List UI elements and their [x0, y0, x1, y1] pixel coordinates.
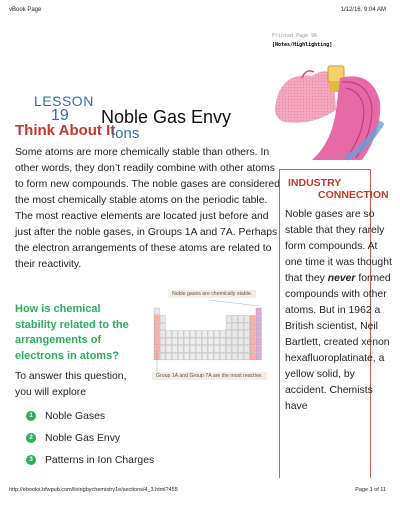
industry-connection-sidebar [279, 169, 392, 478]
periodic-table-cell [250, 346, 255, 353]
periodic-table-cell [208, 331, 213, 338]
periodic-table-cell [160, 316, 165, 323]
print-header [0, 0, 400, 20]
periodic-table-cell [214, 346, 219, 353]
number-badge-icon: 2 [26, 433, 36, 443]
explore-item [26, 427, 154, 449]
periodic-table-figure [151, 300, 268, 372]
periodic-table-cell [184, 338, 189, 345]
periodic-table-cell [160, 353, 165, 360]
periodic-table-cell [256, 338, 261, 345]
periodic-table-cell [244, 338, 249, 345]
periodic-table-cell [154, 316, 159, 323]
explore-list [26, 405, 154, 471]
periodic-table-cell [232, 323, 237, 330]
periodic-table-cell [220, 331, 225, 338]
periodic-table-cell [244, 346, 249, 353]
sidebar-text-part: Noble gases are so stable that they rarely form compounds. At one time it was thought that they [285, 209, 392, 284]
periodic-table-cell [256, 323, 261, 330]
explore-item [26, 449, 154, 471]
periodic-table-cell [154, 346, 159, 353]
explore-item-label: Noble Gases [45, 410, 106, 422]
explore-intro: To answer this question, you will explore [15, 371, 127, 398]
periodic-table-cell [190, 353, 195, 360]
periodic-table-cell [172, 353, 177, 360]
focus-question: How is chemical stability related to the arrangements of electrons in atoms? [15, 303, 129, 362]
periodic-table-cell [196, 353, 201, 360]
periodic-table-cell [232, 338, 237, 345]
periodic-table-cell [250, 316, 255, 323]
periodic-table-cell [226, 353, 231, 360]
periodic-table-cell [196, 346, 201, 353]
periodic-table-cell [160, 346, 165, 353]
periodic-table-cell [220, 353, 225, 360]
periodic-table-cell [220, 346, 225, 353]
periodic-table-cell [172, 338, 177, 345]
explore-item [26, 405, 154, 427]
think-about-it-heading: Think About It [15, 122, 116, 139]
periodic-table-cell [208, 353, 213, 360]
periodic-table-cell [202, 346, 207, 353]
notes-highlighting-link[interactable]: [Notes/Highlighting] [272, 42, 333, 48]
periodic-table-cell [238, 346, 243, 353]
periodic-table-cell [256, 353, 261, 360]
periodic-table-cell [238, 331, 243, 338]
lesson-title: Noble Gas Envy [101, 107, 232, 127]
periodic-table-cell [166, 353, 171, 360]
periodic-table-cell [244, 323, 249, 330]
periodic-table-cell [202, 331, 207, 338]
periodic-table-cell [154, 331, 159, 338]
printed-page-label: Printed Page 96 [272, 33, 318, 39]
figure-caption-noble-gases: Noble gases are chemically stable. [168, 290, 256, 298]
periodic-table-cell [232, 331, 237, 338]
footer-page-number: Page 1 of 11 [355, 487, 386, 493]
periodic-table-cell [190, 346, 195, 353]
periodic-table-cell [238, 353, 243, 360]
lesson-subtitle: Ions [111, 125, 140, 142]
periodic-table-cell [208, 346, 213, 353]
periodic-table-cell [178, 346, 183, 353]
sidebar-title-connection: CONNECTION [318, 189, 389, 201]
number-badge-icon: 3 [26, 455, 36, 465]
periodic-table-cell [202, 338, 207, 345]
periodic-table-cell [244, 353, 249, 360]
explore-item-label: Patterns in Ion Charges [45, 454, 155, 466]
periodic-table-cell [160, 338, 165, 345]
periodic-table-cell [196, 331, 201, 338]
periodic-table-cell [178, 338, 183, 345]
periodic-table-cell [214, 338, 219, 345]
sidebar-text-part: formed compounds with other atoms. But in 1962 a British scientist, Neil Bartlett, created xenon hexafluoroplatinate, a yellow solid, by accident. Chemists have [285, 273, 391, 412]
periodic-table-cell [154, 338, 159, 345]
periodic-table-cell [226, 338, 231, 345]
periodic-table-cell [244, 316, 249, 323]
periodic-table-cell [232, 346, 237, 353]
footer-url: http://ebooks.bfwpub.com/livingbychemistry1e/sections/4_3.html?455 [9, 487, 178, 493]
periodic-table-cell [250, 331, 255, 338]
periodic-table-cell [178, 331, 183, 338]
periodic-table-cell [232, 316, 237, 323]
periodic-table-cell [250, 353, 255, 360]
print-header-title: vBook Page [9, 7, 42, 13]
periodic-table-cell [208, 338, 213, 345]
periodic-table-cell [232, 353, 237, 360]
print-footer [0, 483, 400, 518]
periodic-table-cell [214, 353, 219, 360]
number-badge-icon: 1 [26, 411, 36, 421]
periodic-table-cell [154, 353, 159, 360]
periodic-table-cell [154, 308, 159, 315]
periodic-table-cell [178, 353, 183, 360]
lesson-number: 19 [51, 107, 69, 124]
sidebar-title-industry: INDUSTRY [288, 177, 342, 189]
periodic-table-cell [202, 353, 207, 360]
periodic-table-cell [166, 331, 171, 338]
periodic-table-cell [244, 331, 249, 338]
lesson-label: LESSON [34, 93, 94, 109]
periodic-table-cell [238, 316, 243, 323]
periodic-table-cell [226, 316, 231, 323]
periodic-table-cell [214, 331, 219, 338]
periodic-table-cell [226, 323, 231, 330]
periodic-table-cell [172, 331, 177, 338]
periodic-table-cell [154, 323, 159, 330]
periodic-table-cell [172, 346, 177, 353]
periodic-table-cell [196, 338, 201, 345]
periodic-table-cell [190, 338, 195, 345]
periodic-table-cell [226, 346, 231, 353]
periodic-table-cell [250, 338, 255, 345]
periodic-table-cell [184, 346, 189, 353]
periodic-table-cell [250, 323, 255, 330]
sidebar-text [285, 207, 395, 415]
periodic-table-cell [256, 308, 261, 315]
periodic-table-cell [238, 323, 243, 330]
periodic-table-cell [220, 338, 225, 345]
periodic-table-cell [184, 331, 189, 338]
periodic-table-cell [166, 346, 171, 353]
periodic-table-cell [226, 331, 231, 338]
periodic-table-cell [256, 331, 261, 338]
sidebar-text-emphasis: never [327, 273, 356, 284]
periodic-table-cell [160, 331, 165, 338]
periodic-table-cell [238, 338, 243, 345]
periodic-table-cell [256, 346, 261, 353]
print-header-datetime: 1/12/16, 9:04 AM [340, 7, 386, 13]
explore-item-label: Noble Gas Envy [45, 432, 121, 444]
periodic-table-cell [256, 316, 261, 323]
periodic-table-cell [166, 338, 171, 345]
intro-paragraph: Some atoms are more chemically stable than others. In other words, they don’t readily combine with other atoms to form new compounds. The noble gases are considered the most chemically stable atoms on the periodic table. The most reactive elements are located just before and just after the noble gases, in Groups 1A and 7A. Perhaps the electron arrangements of these atoms are related to their reactivity. [15, 147, 280, 270]
periodic-table-cell [160, 323, 165, 330]
figure-caption-reactive-groups: Group 1A and Group 7A are the most reactive. [152, 372, 267, 380]
periodic-table-cell [184, 353, 189, 360]
periodic-table-cell [190, 331, 195, 338]
hot-air-balloon-illustration [272, 62, 384, 164]
